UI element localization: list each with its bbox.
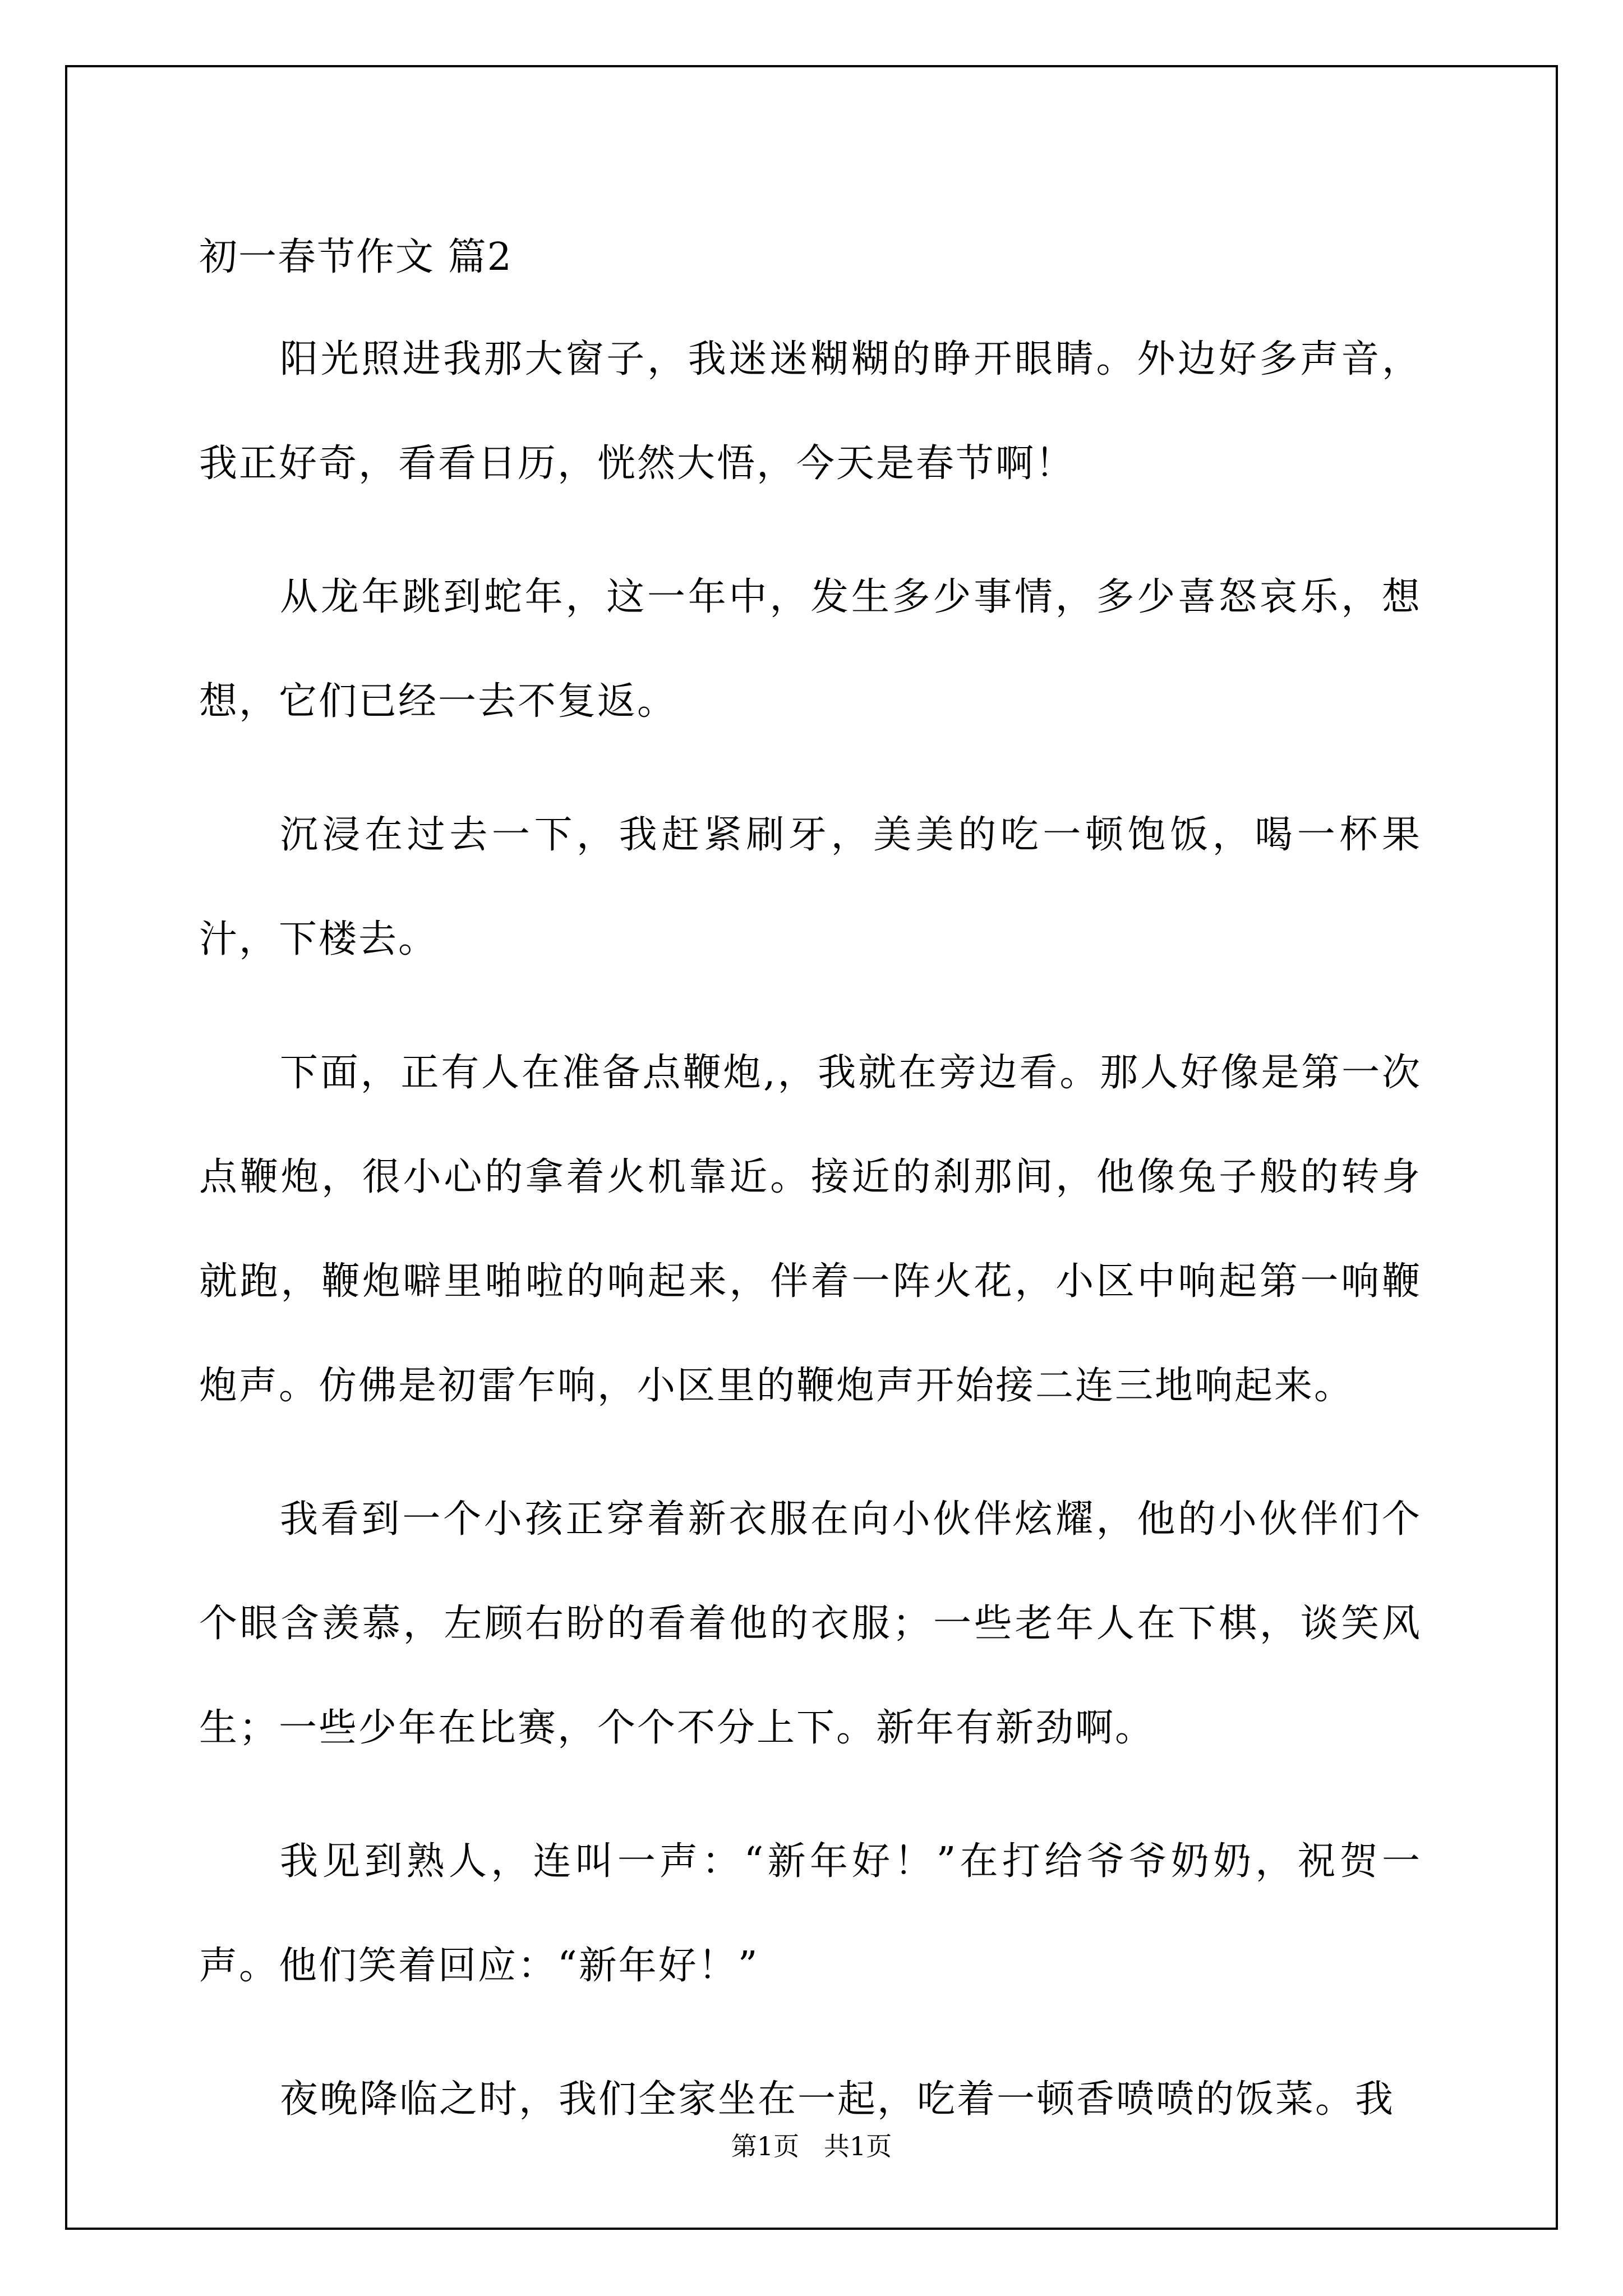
paragraph: 下面，正有人在准备点鞭炮,，我就在旁边看。那人好像是第一次点鞭炮，很小心的拿着火机靠近。接近的刹那间，他像兔子般的转身就跑，鞭炮噼里啪啦的响起来，伴着一阵火花，小区中响起第一响鞭炮声。仿佛是初雷乍响，小区里的鞭炮声开始接二连三地响起来。 — [199, 1051, 1422, 1408]
document-title: 初一春节作文 篇2 — [199, 235, 513, 279]
document-body — [199, 220, 1422, 2152]
paragraph: 我见到熟人，连叫一声：“新年好！”在打给爷爷奶奶，祝贺一声。他们笑着回应：“新年好！” — [199, 1839, 1422, 1988]
page-number-footer: 第1页 共1页 — [731, 2131, 892, 2161]
paragraph: 我看到一个小孩正穿着新衣服在向小伙伴炫耀，他的小伙伴们个个眼含羡慕，左顾右盼的看着他的衣服；一些老年人在下棋，谈笑风生；一些少年在比赛，个个不分上下。新年有新劲啊。 — [199, 1497, 1422, 1750]
paragraph: 从龙年跳到蛇年，这一年中，发生多少事情，多少喜怒哀乐，想想，它们已经一去不复返。 — [199, 575, 1422, 724]
paragraph: 沉浸在过去一下，我赶紧刷牙，美美的吃一顿饱饭，喝一杯果汁，下楼去。 — [199, 813, 1422, 961]
paragraph: 夜晚降临之时，我们全家坐在一起，吃着一顿香喷喷的饭菜。我 — [280, 2077, 1395, 2122]
paragraph: 阳光照进我那大窗子，我迷迷糊糊的睁开眼睛。外边好多声音，我正好奇，看看日历，恍然大悟，今天是春节啊！ — [199, 337, 1422, 486]
